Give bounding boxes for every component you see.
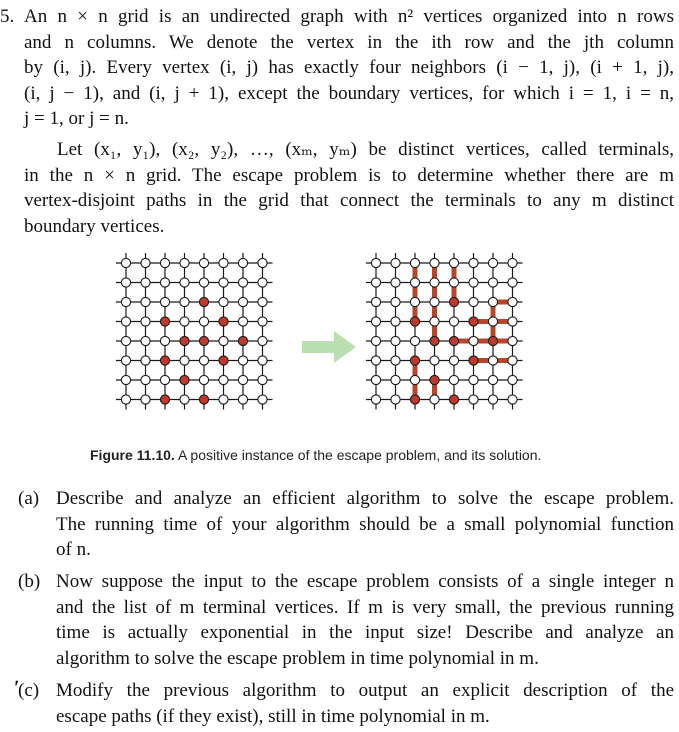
grid-vertex bbox=[508, 375, 517, 384]
grid-vertex bbox=[258, 395, 267, 404]
part-label: (b) bbox=[18, 571, 41, 592]
grid-vertex bbox=[238, 297, 247, 306]
grid-vertex bbox=[391, 297, 400, 306]
grid-vertex bbox=[410, 375, 419, 384]
grid-vertex bbox=[449, 317, 458, 326]
grid-vertex bbox=[121, 258, 130, 267]
text-line: j = 1, or j = n. bbox=[24, 108, 129, 130]
terminal-vertex bbox=[199, 395, 208, 404]
grid-vertex bbox=[488, 317, 497, 326]
grid-vertex bbox=[371, 258, 380, 267]
grid-vertex bbox=[141, 317, 150, 326]
terminal-vertex bbox=[430, 336, 439, 345]
grid-vertex bbox=[430, 258, 439, 267]
grid-vertex bbox=[199, 375, 208, 384]
grid-vertex bbox=[410, 258, 419, 267]
terminal-vertex bbox=[449, 336, 458, 345]
grid-vertex bbox=[238, 258, 247, 267]
terminal-vertex bbox=[180, 375, 189, 384]
problem-paragraph-1 bbox=[24, 4, 674, 132]
grid-vertex bbox=[508, 297, 517, 306]
grid-vertex bbox=[141, 356, 150, 365]
grid-vertex bbox=[219, 375, 228, 384]
terminal-vertex bbox=[488, 336, 497, 345]
terminal-vertex bbox=[219, 317, 228, 326]
terminal-vertex bbox=[238, 336, 247, 345]
grid-vertex bbox=[199, 258, 208, 267]
figure-caption bbox=[90, 443, 610, 469]
grid-vertex bbox=[488, 278, 497, 287]
grid-vertex bbox=[508, 395, 517, 404]
text-line: Describe and analyze an efficient algorithm to solve the escape problem. bbox=[56, 488, 674, 509]
grid-vertex bbox=[371, 336, 380, 345]
text-line: of n. bbox=[56, 539, 91, 561]
grid-vertex bbox=[469, 375, 478, 384]
grid-vertex bbox=[258, 278, 267, 287]
grid-vertex bbox=[258, 375, 267, 384]
grid-vertex bbox=[141, 395, 150, 404]
grid-vertex bbox=[219, 297, 228, 306]
grid-vertex bbox=[371, 395, 380, 404]
text-line: algorithm to solve the escape problem in time polynomial in m. bbox=[56, 647, 539, 669]
terminal-vertex bbox=[410, 395, 419, 404]
grid-vertex bbox=[199, 317, 208, 326]
grid-vertex bbox=[258, 317, 267, 326]
grid-vertex bbox=[430, 278, 439, 287]
text-line: escape paths (if they exist), still in time polynomial in m. bbox=[56, 705, 490, 727]
grid-vertex bbox=[180, 297, 189, 306]
text-line: Now suppose the input to the escape problem consists of a single integer n bbox=[56, 571, 674, 592]
grid-vertex bbox=[391, 258, 400, 267]
grid-vertex bbox=[258, 356, 267, 365]
terminal-vertex bbox=[449, 395, 458, 404]
text-line: The running time of your algorithm should be a small polynomial function bbox=[56, 513, 674, 535]
grid-vertex bbox=[180, 395, 189, 404]
grid-vertex bbox=[488, 375, 497, 384]
grid-vertex bbox=[160, 336, 169, 345]
grid-vertex bbox=[508, 356, 517, 365]
grid-vertex bbox=[219, 395, 228, 404]
grid-vertex bbox=[371, 356, 380, 365]
grid-vertex bbox=[430, 356, 439, 365]
problem-number: 5. bbox=[0, 6, 15, 27]
terminal-vertex bbox=[160, 317, 169, 326]
arrow-icon bbox=[302, 331, 356, 363]
grid-vertex bbox=[449, 258, 458, 267]
grid-vertex bbox=[508, 258, 517, 267]
terminal-vertex bbox=[199, 336, 208, 345]
problem-paragraph-2 bbox=[24, 137, 674, 239]
grid-vertex bbox=[121, 278, 130, 287]
terminal-vertex bbox=[180, 336, 189, 345]
grid-vertex bbox=[258, 336, 267, 345]
grid-vertex bbox=[371, 375, 380, 384]
terminal-vertex bbox=[160, 356, 169, 365]
grid-vertex bbox=[488, 395, 497, 404]
grid-vertex bbox=[410, 297, 419, 306]
grid-vertex bbox=[469, 258, 478, 267]
grid-vertex bbox=[141, 375, 150, 384]
grid-vertex bbox=[391, 395, 400, 404]
grid-vertex bbox=[160, 278, 169, 287]
grid-vertex bbox=[238, 317, 247, 326]
grid-vertex bbox=[430, 395, 439, 404]
text-line: and n columns. We denote the vertex in the ith row and the jth column bbox=[24, 31, 674, 53]
terminal-vertex bbox=[410, 356, 419, 365]
grid-vertex bbox=[508, 278, 517, 287]
grid-vertex bbox=[121, 375, 130, 384]
grid-vertex bbox=[449, 375, 458, 384]
grid-instance bbox=[116, 253, 273, 410]
grid-vertex bbox=[141, 258, 150, 267]
escape-figure bbox=[90, 248, 590, 458]
grid-vertex bbox=[391, 317, 400, 326]
text-line: vertex-disjoint paths in the grid that connect the terminals to any m distinct bbox=[24, 190, 674, 212]
grid-vertex bbox=[141, 278, 150, 287]
part-label: (a) bbox=[18, 488, 40, 509]
grid-vertex bbox=[180, 317, 189, 326]
grid-vertex bbox=[430, 317, 439, 326]
grid-vertex bbox=[469, 395, 478, 404]
grid-vertex bbox=[180, 356, 189, 365]
grid-vertex bbox=[141, 336, 150, 345]
grid-vertex bbox=[449, 278, 458, 287]
terminal-vertex bbox=[430, 375, 439, 384]
grid-vertex bbox=[469, 336, 478, 345]
terminal-vertex bbox=[199, 297, 208, 306]
grid-vertex bbox=[121, 395, 130, 404]
grid-vertex bbox=[488, 297, 497, 306]
grid-vertex bbox=[121, 336, 130, 345]
text-line: An n × n grid is an undirected graph with n² vertices organized into n rows bbox=[24, 6, 674, 27]
grid-vertex bbox=[219, 336, 228, 345]
grid-vertex bbox=[219, 278, 228, 287]
grid-vertex bbox=[391, 278, 400, 287]
grid-vertex bbox=[508, 317, 517, 326]
grid-vertex bbox=[121, 356, 130, 365]
text-line: Let (x₁, y₁), (x₂, y₂), …, (xₘ, yₘ) be distinct vertices, called terminals, bbox=[57, 139, 674, 160]
text-line: Modify the previous algorithm to output an explicit description of the bbox=[56, 680, 674, 701]
part-body bbox=[56, 678, 674, 729]
grid-vertex bbox=[219, 258, 228, 267]
grid-vertex bbox=[160, 297, 169, 306]
grid-vertex bbox=[180, 258, 189, 267]
grid-vertex bbox=[238, 375, 247, 384]
grid-vertex bbox=[410, 336, 419, 345]
grid-vertex bbox=[469, 278, 478, 287]
grid-vertex bbox=[488, 258, 497, 267]
grid-vertex bbox=[391, 356, 400, 365]
grid-solution bbox=[366, 253, 523, 410]
terminal-vertex bbox=[469, 317, 478, 326]
grid-vertex bbox=[199, 356, 208, 365]
text-line: and the list of m terminal vertices. If m is very small, the previous running bbox=[56, 596, 674, 618]
grid-vertex bbox=[238, 395, 247, 404]
grid-vertex bbox=[371, 278, 380, 287]
part-body bbox=[56, 569, 674, 671]
grid-vertex bbox=[121, 317, 130, 326]
terminal-vertex bbox=[219, 356, 228, 365]
text-line: time is actually exponential in the input size! Describe and analyze an bbox=[56, 622, 674, 644]
caption-label: Figure 11.10. bbox=[90, 447, 175, 463]
grid-vertex bbox=[141, 297, 150, 306]
grid-vertex bbox=[160, 258, 169, 267]
grid-vertex bbox=[199, 278, 208, 287]
grid-vertex bbox=[391, 336, 400, 345]
grid-vertex bbox=[391, 375, 400, 384]
grid-vertex bbox=[238, 278, 247, 287]
part-body bbox=[56, 486, 674, 563]
grid-vertex bbox=[508, 336, 517, 345]
caption-text: A positive instance of the escape problem, and its solution. bbox=[177, 447, 542, 463]
grid-vertex bbox=[410, 278, 419, 287]
text-line: boundary vertices. bbox=[24, 215, 165, 237]
grid-vertex bbox=[258, 297, 267, 306]
text-line: in the n × n grid. The escape problem is to determine whether there are m bbox=[24, 164, 674, 186]
grid-vertex bbox=[488, 356, 497, 365]
terminal-vertex bbox=[469, 356, 478, 365]
grid-vertex bbox=[121, 297, 130, 306]
grid-vertex bbox=[238, 356, 247, 365]
starred-mark: ʹ bbox=[14, 677, 20, 699]
terminal-vertex bbox=[160, 395, 169, 404]
grid-vertex bbox=[160, 375, 169, 384]
text-line: (i, j − 1), and (i, j + 1), except the boundary vertices, for which i = 1, i = n, bbox=[24, 82, 674, 104]
grid-vertex bbox=[180, 278, 189, 287]
grid-vertex bbox=[469, 297, 478, 306]
part-label: (c) bbox=[18, 680, 40, 701]
terminal-vertex bbox=[449, 297, 458, 306]
grid-vertex bbox=[258, 258, 267, 267]
grid-vertex bbox=[371, 317, 380, 326]
grid-vertex bbox=[430, 297, 439, 306]
text-line: by (i, j). Every vertex (i, j) has exactly four neighbors (i − 1, j), (i + 1, j), bbox=[24, 57, 674, 79]
terminal-vertex bbox=[410, 317, 419, 326]
grid-vertex bbox=[449, 356, 458, 365]
grid-vertex bbox=[371, 297, 380, 306]
